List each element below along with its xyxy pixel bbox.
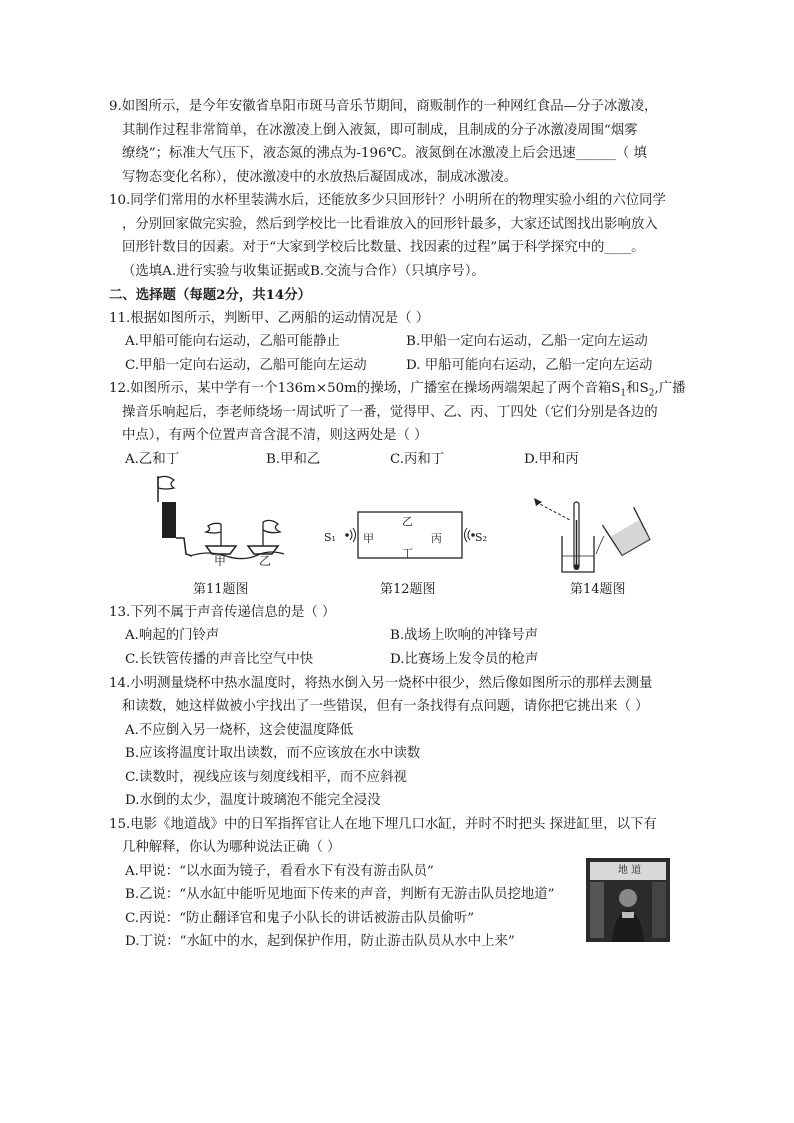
figure-14-thermometer	[530, 490, 660, 576]
q14-option-d: D.水倒的太少，温度计玻璃泡不能完全浸没	[125, 793, 381, 808]
q12-line-3: 中点），有两个位置声音含混不清，则这两处是（ ）	[122, 428, 428, 443]
fig11-caption: 第11题图	[193, 582, 249, 597]
q9-line-4: 写物态变化名称），使冰激凌中的水放热后凝固成冰，制成冰激凌。	[122, 170, 518, 185]
q14-line-1: 14.小明测量烧杯中热水温度时，将热水倒入另一烧杯中很少，然后像如图所示的那样去测量	[109, 676, 653, 691]
q15-option-b: B.乙说：“从水缸中能听见地面下传来的声音，判断有无游击队员挖地道”	[125, 887, 555, 902]
q12-line-1-mid: 和S	[626, 381, 649, 396]
fig11-label-yi: 乙	[259, 554, 272, 568]
q10-line-3: 回形针数目的因素。对于“大家到学校后比数量、找因素的过程”属于科学探究中的____。	[122, 240, 645, 255]
q14-option-b: B.应该将温度计取出读数，而不应该放在水中读数	[125, 746, 421, 761]
q12-line-1-post: ,广播	[654, 381, 686, 396]
q15-option-a: A.甲说：“以水面为镜子，看看水下有没有游击队员”	[125, 864, 434, 879]
q10-line-4: （选填A.进行实验与收集证据或B.交流与合作）（只填序号）。	[122, 264, 485, 279]
q10-line-1: 10.同学们常用的水杯里装满水后，还能放多少只回形针？小明所在的物理实验小组的六位同学	[109, 193, 666, 208]
movie-still-text: 地 道	[618, 865, 642, 876]
fig12-s2: S₂	[475, 531, 487, 544]
q15-line-1: 15.电影《地道战》中的日军指挥官让人在地下埋几口水缸，并时不时把头 探进缸里，以下有	[109, 817, 657, 832]
q11-option-d: D. 甲船可能向右运动，乙船一定向左运动	[406, 358, 653, 373]
q12-option-d: D.甲和丙	[524, 452, 579, 467]
q12-line-1	[109, 380, 686, 403]
q12-line-2: 操音乐响起后，李老师绕场一周试听了一番，觉得甲、乙、丙、丁四处（它们分别是各边的	[122, 405, 658, 420]
q14-option-a: A.不应倒入另一烧杯，这会使温度降低	[125, 723, 354, 738]
q9-line-3: 缭绕”；标准大气压下，液态氮的沸点为-196℃。液氮倒在冰激凌上后会迅速______（ 填	[122, 146, 647, 161]
q15-line-2: 几种解释，你认为哪种说法正确（ ）	[122, 840, 341, 855]
q12-line-1-pre: 12.如图所示，某中学有一个136m×50m的操场，广播室在操场两端架起了两个音箱S	[109, 381, 621, 396]
fig11-label-jia: 甲	[214, 554, 227, 568]
q14-line-2: 和读数，她这样做被小宇找出了一些错误，但有一条找得有点问题，请你把它挑出来（ ）	[122, 699, 649, 714]
q12-option-a: A.乙和丁	[125, 452, 180, 467]
q12-sub-1: 1	[620, 388, 627, 399]
q15-option-d: D.丁说：“水缸中的水，起到保护作用，防止游击队员从水中上来”	[125, 934, 515, 949]
q13-option-a: A.响起的门铃声	[125, 628, 220, 643]
q13-option-d: D.比赛场上发令员的枪声	[390, 652, 539, 667]
q12-sub-2: 2	[648, 388, 655, 399]
q13-stem: 13.下列不属于声音传递信息的是（ ）	[109, 605, 336, 620]
fig12-yi: 乙	[402, 515, 413, 528]
q11-option-b: B.甲船一定向右运动，乙船一定向左运动	[406, 334, 648, 349]
q15-option-c: C.丙说：“防止翻译官和鬼子小队长的讲话被游击队员偷听”	[125, 911, 475, 926]
fig12-s1: S₁	[324, 531, 336, 544]
fig12-ding: 丁	[402, 547, 413, 560]
q12-option-c: C.丙和丁	[390, 452, 445, 467]
q11-option-a: A.甲船可能向右运动，乙船可能静止	[125, 334, 340, 349]
fig14-caption: 第14题图	[570, 582, 626, 597]
fig12-jia: 甲	[363, 532, 374, 545]
section-2-title: 二、选择题（每题2分，共14分）	[109, 287, 312, 303]
q10-line-2: ，分别回家做完实验，然后到学校比一比看谁放入的回形针最多，大家还试图找出影响放入	[122, 217, 658, 232]
fig12-bing: 丙	[431, 532, 442, 545]
q11-stem: 11.根据如图所示，判断甲、乙两船的运动情况是（ ）	[109, 311, 430, 326]
q9-line-2: 其制作过程非常简单，在冰激凌上倒入液氮，即可制成，且制成的分子冰激凌周围“烟雾	[122, 123, 638, 138]
fig12-caption: 第12题图	[380, 582, 436, 597]
q9-line-1: 9.如图所示，是今年安徽省阜阳市斑马音乐节期间，商贩制作的一种网红食品—分子冰激凌，	[109, 99, 658, 114]
q11-option-c: C.甲船一定向右运动，乙船可能向左运动	[125, 358, 367, 373]
q14-option-c: C.读数时，视线应该与刻度线相平，而不应斜视	[125, 770, 407, 785]
q13-option-b: B.战场上吹响的冲锋号声	[390, 628, 539, 643]
q13-option-c: C.长铁管传播的声音比空气中快	[125, 652, 314, 667]
q12-option-b: B.甲和乙	[266, 452, 321, 467]
